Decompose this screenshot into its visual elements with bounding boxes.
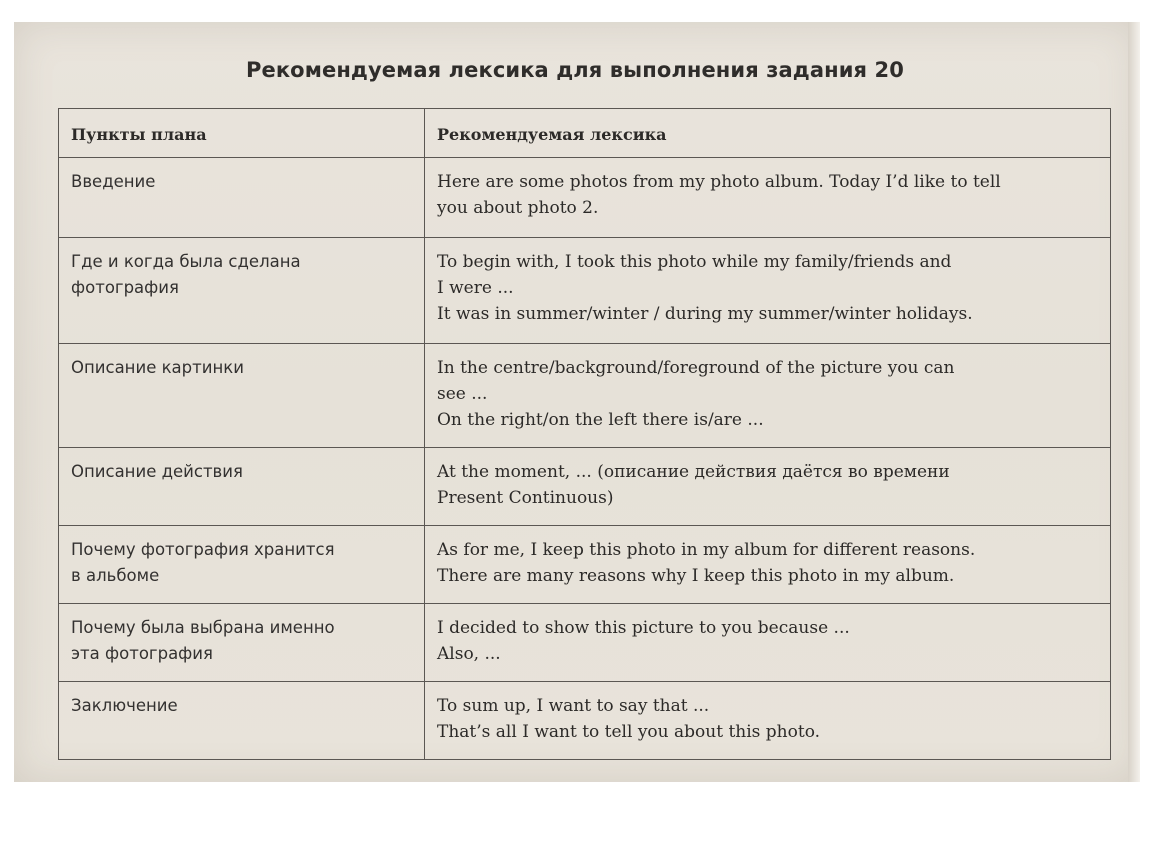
lexicon-line: As for me, I keep this photo in my album for different reasons.	[437, 540, 976, 560]
plan-line: в альбоме	[71, 566, 160, 585]
table-row	[59, 238, 1111, 344]
header-lexicon: Рекомендуемая лексика	[425, 109, 1111, 158]
plan-cell	[59, 238, 425, 344]
lexicon-line: you about photo 2.	[437, 198, 599, 218]
lexicon-cell	[425, 158, 1111, 238]
plan-cell	[59, 158, 425, 238]
plan-cell	[59, 682, 425, 760]
lexicon-line: Here are some photos from my photo album. Today I’d like to tell	[437, 172, 1001, 192]
plan-cell	[59, 604, 425, 682]
plan-line: Почему фотография хранится	[71, 540, 335, 559]
lexicon-table	[58, 108, 1111, 760]
table-row	[59, 344, 1111, 448]
lexicon-cell	[425, 526, 1111, 604]
lexicon-cell	[425, 238, 1111, 344]
lexicon-cell	[425, 604, 1111, 682]
lexicon-line: I decided to show this picture to you because ...	[437, 618, 850, 638]
table-row	[59, 682, 1111, 760]
plan-cell	[59, 526, 425, 604]
table-header-row	[59, 109, 1111, 158]
plan-line: Заключение	[71, 696, 178, 715]
plan-line: Описание картинки	[71, 358, 244, 377]
table-row	[59, 448, 1111, 526]
lexicon-line: To begin with, I took this photo while my family/friends and	[437, 252, 952, 272]
plan-line: эта фотография	[71, 644, 213, 663]
lexicon-line: That’s all I want to tell you about this photo.	[437, 722, 821, 742]
lexicon-line: Also, ...	[437, 644, 501, 664]
lexicon-line: see ...	[437, 384, 488, 404]
lexicon-line: It was in summer/winter / during my summer/winter holidays.	[437, 304, 973, 324]
plan-line: фотография	[71, 278, 179, 297]
lexicon-line: There are many reasons why I keep this photo in my album.	[437, 566, 955, 586]
lexicon-line: I were ...	[437, 278, 514, 298]
table-row	[59, 604, 1111, 682]
lexicon-line: In the centre/background/foreground of the picture you can	[437, 358, 955, 378]
table-row	[59, 158, 1111, 238]
plan-line: Описание действия	[71, 462, 243, 481]
table-row	[59, 526, 1111, 604]
plan-line: Почему была выбрана именно	[71, 618, 335, 637]
lexicon-cell	[425, 448, 1111, 526]
lexicon-cell	[425, 344, 1111, 448]
page-edge	[1128, 22, 1140, 782]
plan-cell	[59, 448, 425, 526]
plan-cell	[59, 344, 425, 448]
lexicon-cell	[425, 682, 1111, 760]
plan-line: Где и когда была сделана	[71, 252, 301, 271]
lexicon-line: Present Continuous)	[437, 488, 614, 508]
lexicon-line: At the moment, ... (описание действия даётся во времени	[437, 462, 950, 482]
lexicon-line: On the right/on the left there is/are ...	[437, 410, 764, 430]
lexicon-line: To sum up, I want to say that ...	[437, 696, 710, 716]
header-plan: Пункты плана	[59, 109, 425, 158]
plan-line: Введение	[71, 172, 156, 191]
page-title: Рекомендуемая лексика для выполнения задания 20	[246, 58, 904, 82]
